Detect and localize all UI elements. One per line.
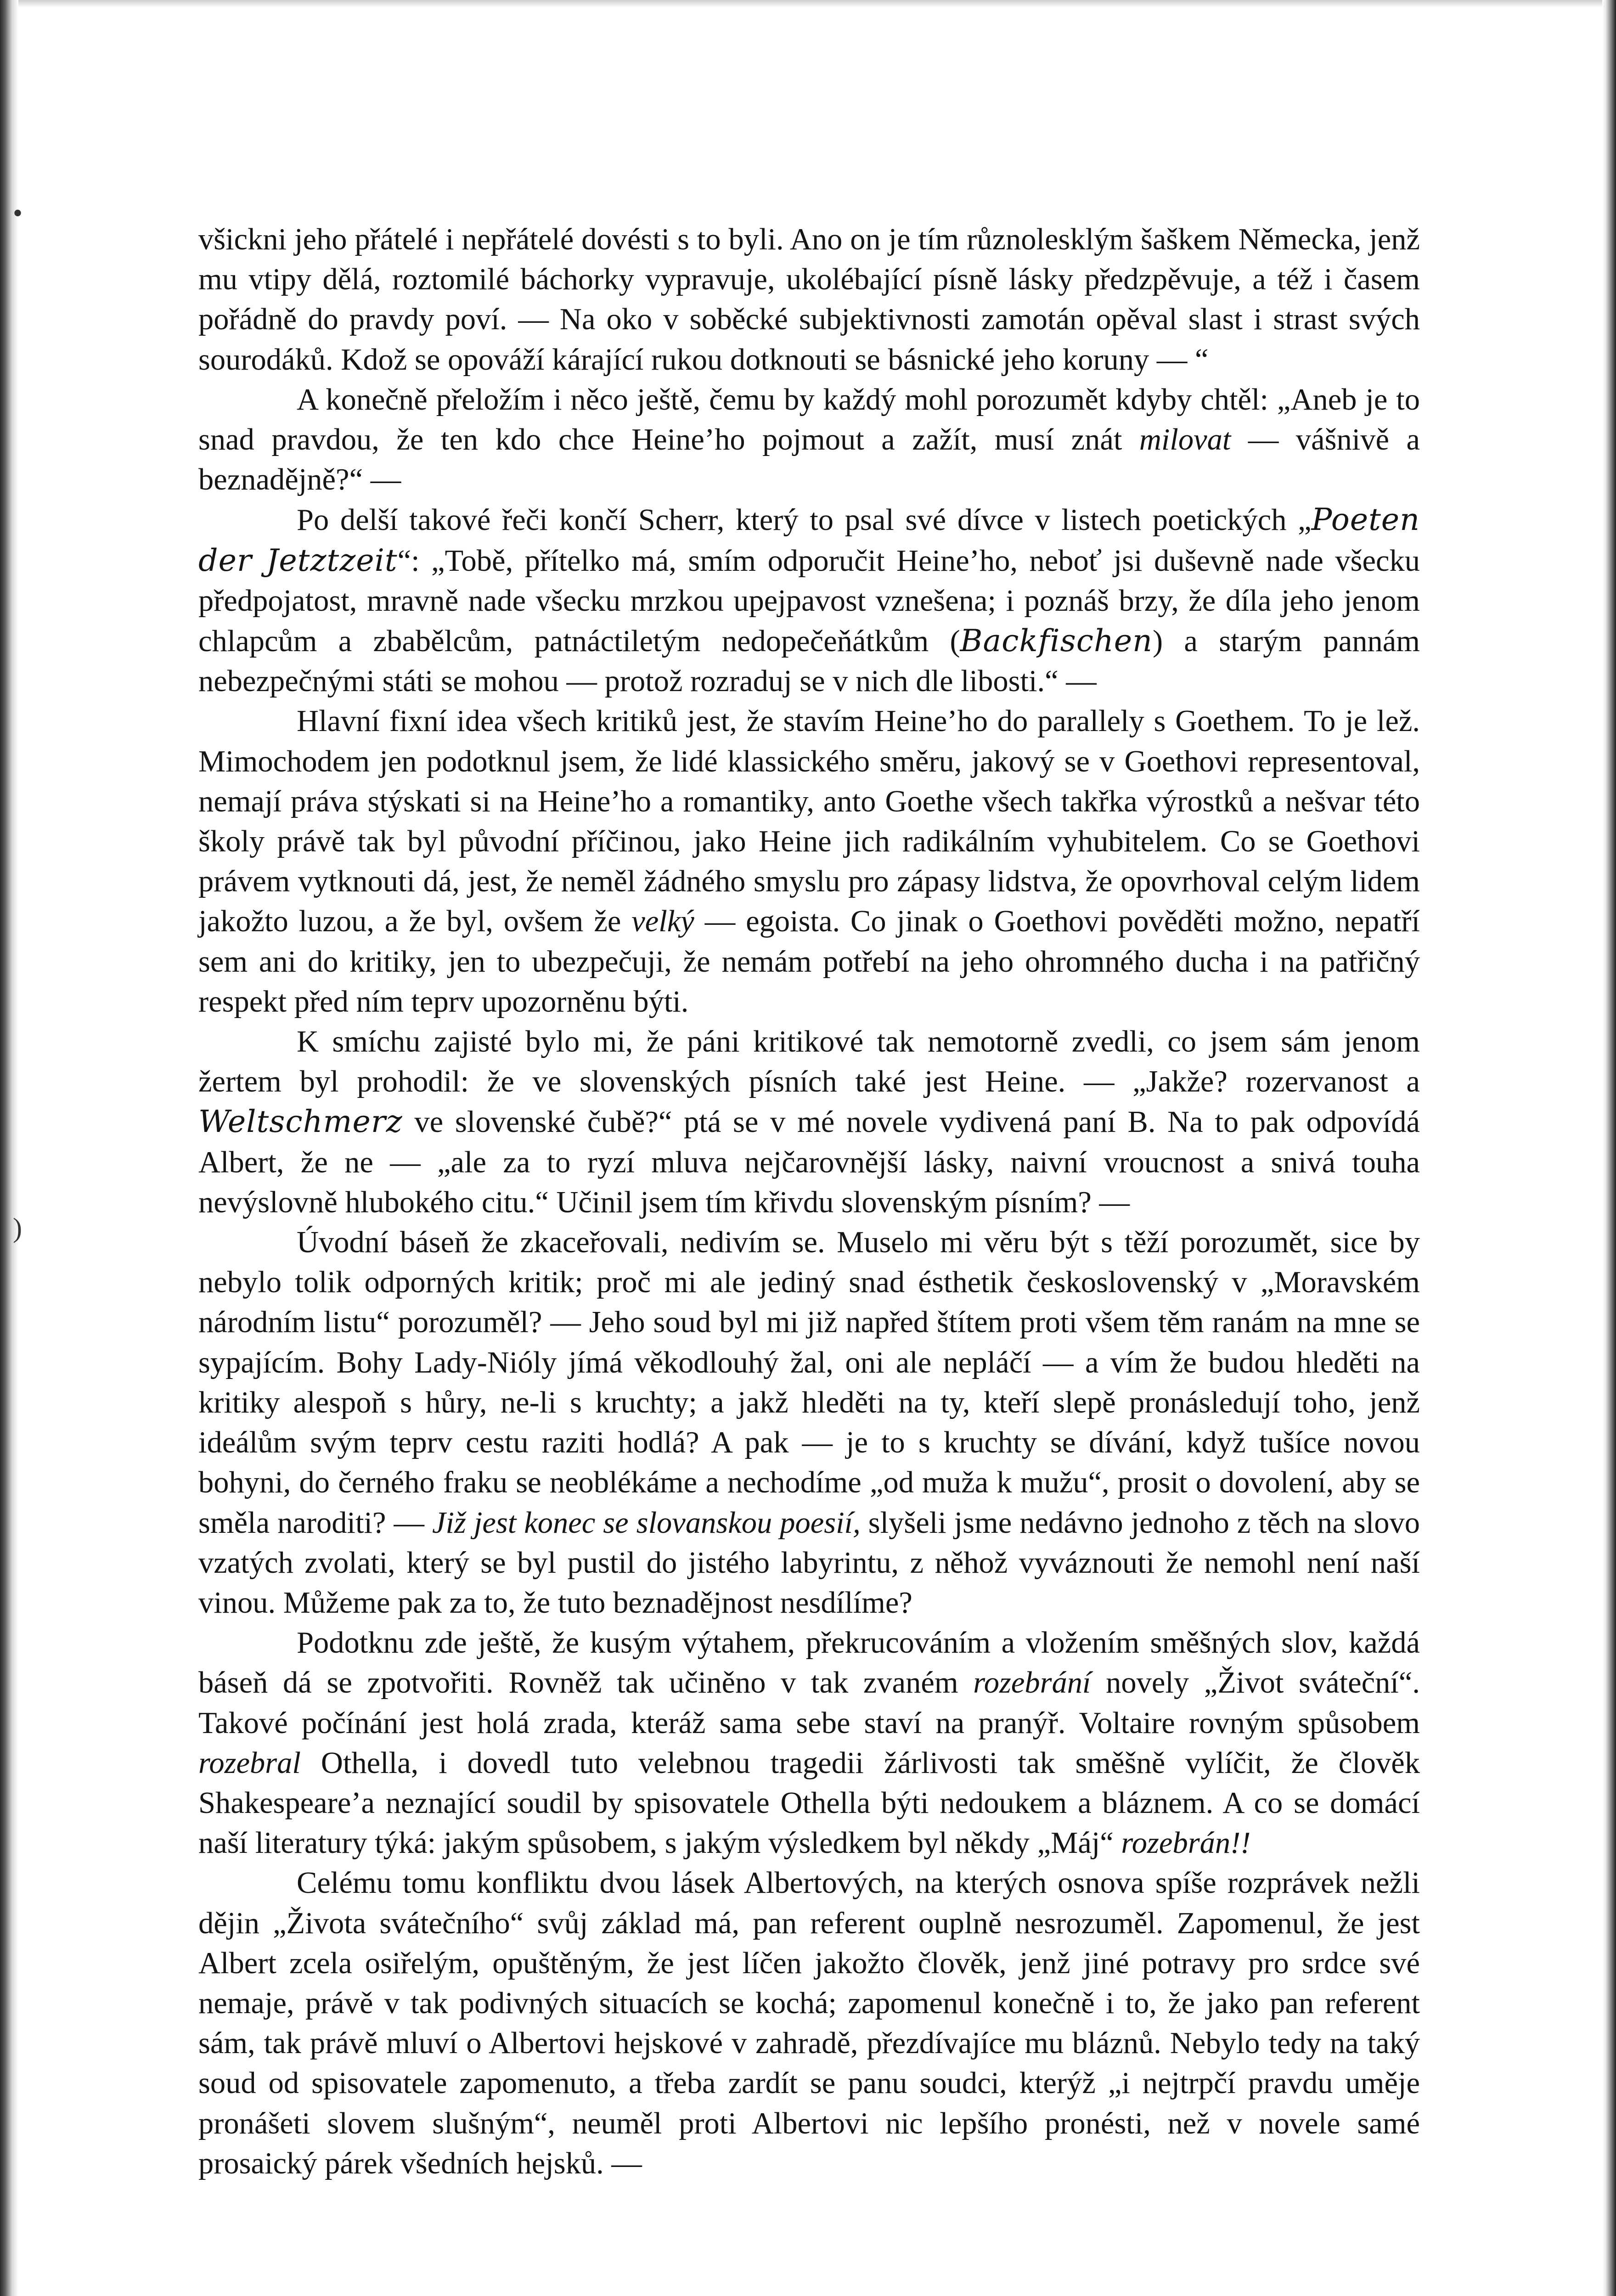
italic-phrase: rozebrán!! [1121, 1826, 1251, 1860]
paragraph [198, 1022, 1420, 1222]
text-run: Hlavní fixní idea všech kritiků jest, že stavím Heine’ho do parallely s Goethem. To je lež. Mimochodem jen podotknul jsem, že lidé klassického směru, jakový se v Goethovi representoval, nemají práva stýskati si na Heine’ho a romantiky, anto Goethe všech takřka výrostků a nešvar této školy právě tak byl původní příčinou, jako Heine jich radikálním vyhubitelem. Co se Goethovi právem vytknouti dá, jest, že neměl žádného smyslu pro zápasy lidstva, že opovrhoval celým lidem jakožto luzou, a že byl, ovšem že [198, 704, 1420, 939]
text-run: Po delší takové řeči končí Scherr, který to psal své dívce v listech poetických „ [297, 503, 1312, 537]
text-run: A konečně přeložím i něco ještě, čemu by každý mohl porozumět kdyby chtěl: „Aneb je to snad pravdou, že ten kdo chce Heine’ho pojmout a zažít, musí znát [198, 383, 1420, 457]
text-run: Celému tomu konfliktu dvou lásek Albertových, na kterých osnova spíše rozprávek nežli dějin „Života svátečního“ svůj základ má, pan referent ouplně nesrozuměl. Zapomenul, že jest Albert zcela osiřelým, opuštěným, že jest líčen jakožto člověk, jenž jiné potravy pro srdce své nemaje, právě v tak podivných situacích se kochá; zapomenul konečně i to, že jako pan referent sám, tak právě mluví o Albertovi hejskové v zahradě, přezdívajíce mu bláznů. Nebylo tedy na taký soud od spisovatele zapomenuto, a třeba zardít se panu soudci, kterýž „i nejtrpčí pravdu uměje pronášeti slovem slušným“, neuměl proti Albertovi nic lepšího pronésti, než v novele samé prosaický párek všedních hejsků. — [198, 1866, 1420, 2180]
fraktur-phrase: Backfischen [960, 623, 1153, 659]
paragraph [198, 1623, 1420, 1863]
text-run: “: „Tobě, přítelko má, smím odporučit Heine’ho, neboť jsi duševně nade všecku předpojatost, mravně nade všecku mrzkou upejpavost vznešena; i poznáš brzy, že díla jeho jenom chlapcům a zbabělcům, patnáctiletým nedopečeňátkům ( [198, 544, 1420, 658]
scan-edge-top [0, 0, 1616, 7]
margin-dot-mark: • [13, 198, 23, 228]
paragraph [198, 380, 1420, 500]
text-run: Podotknu zde ještě, že kusým výtahem, překrucováním a vložením směšných slov, každá báseň dá se zpotvořiti. Rovněž tak učiněno v tak zvaném [198, 1626, 1420, 1700]
italic-phrase: velký [631, 905, 694, 939]
fraktur-phrase: Poeten der Jetztzeit [198, 501, 1420, 578]
italic-phrase: Již jest konec se slovanskou poesií, [432, 1506, 861, 1540]
text-run: slyšeli jsme nedávno jednoho z těch na slovo vzatých zvolati, který se byl pustil do jistého labyrintu, z něhož vyváznouti že nemohl není naší vinou. Můžeme pak za to, že tuto beznadějnost nesdílíme? [198, 1506, 1420, 1620]
paragraph [198, 701, 1420, 1022]
text-run: K smíchu zajisté bylo mi, že páni kritikové tak nemotorně zvedli, co jsem sám jenom žertem byl prohodil: že ve slovenských písních také jest Heine. — „Jakže? rozervanost a [198, 1025, 1420, 1099]
text-run: — vášnivě a beznadějně?“ — [198, 423, 1420, 497]
scan-edge-left [0, 0, 18, 2296]
page-body-text [198, 219, 1420, 2183]
text-run: Othella, i dovedl tuto velebnou tragedii žárlivosti tak směšně vylíčit, že člověk Shakespeare’a neznající soudil by spisovatele Othella býti nedoukem a bláznem. A co se domácí naší literatury týká: jakým spůsobem, s jakým výsledkem byl někdy „Máj“ [198, 1746, 1420, 1860]
paragraph [198, 1222, 1420, 1623]
paragraph [198, 500, 1420, 701]
italic-phrase: milovat [1139, 423, 1231, 457]
fraktur-phrase: Weltschmerz [198, 1103, 403, 1140]
margin-brace-mark: ) [13, 1213, 22, 1243]
paragraph [198, 1863, 1420, 2183]
paragraph [198, 219, 1420, 380]
italic-phrase: rozebral [198, 1746, 301, 1780]
text-run: Úvodní báseň že zkaceřovali, nedivím se. Muselo mi věru být s těží porozumět, sice by nebylo tolik odporných kritik; proč mi ale jediný snad ésthetik československý v „Moravském národním listu“ porozuměl? — Jeho soud byl mi již napřed štítem proti všem těm ranám na mne se sypajícím. Bohy Lady-Nióly jímá věkodlouhý žal, oni ale nepláčí — a vím že budou hleděti na kritiky alespoň s hůry, ne-li s kruchty; a jakž hleděti na ty, kteří slepě pronásledují toho, jenž ideálům svým teprv cestu raziti hodlá? A pak — je to s kruchty se dívání, když tušíce novou bohyni, do černého fraku se neoblékáme a nechodíme „od muža k mužu“, prosit o dovolení, aby se směla naroditi? — [198, 1226, 1420, 1540]
italic-phrase: rozebrání [973, 1666, 1091, 1700]
scan-edge-right [1602, 0, 1616, 2296]
text-run: ) a starým pannám nebezpečnými státi se mohou — protož rozraduj se v nich dle libosti.“ — [198, 625, 1420, 698]
text-run: novely „Život sváteční“. Takové počínání jest holá zrada, kteráž sama sebe staví na pranýř. Voltaire rovným spůsobem [198, 1666, 1420, 1740]
text-run: všickni jeho přátelé i nepřátelé dovésti s to byli. Ano on je tím různolesklým šaškem Německa, jenž mu vtipy dělá, roztomilé báchorky vypravuje, ukolébající písně lásky předzpěvuje, a též i časem pořádně do pravdy poví. — Na oko v soběcké subjektivnosti zamotán opěval slast i strast svých sourodáků. Kdož se opováží kárající rukou dotknouti se básnické jeho koruny — “ [198, 223, 1420, 377]
text-run: — egoista. Co jinak o Goethovi pověděti možno, nepatří sem ani do kritiky, jen to ubezpečuji, že nemám potřebí na jeho ohromného ducha i na patřičný respekt před ním teprv upozorněnu býti. [198, 905, 1420, 1019]
text-run: ve slovenské čubě?“ ptá se v mé novele vydivená paní B. Na to pak odpovídá Albert, že ne — „ale za to ryzí mluva nejčarovnější lásky, naivní vroucnost a snivá touha nevýslovně hlubokého citu.“ Učinil jsem tím křivdu slovenským písním? — [198, 1105, 1420, 1219]
